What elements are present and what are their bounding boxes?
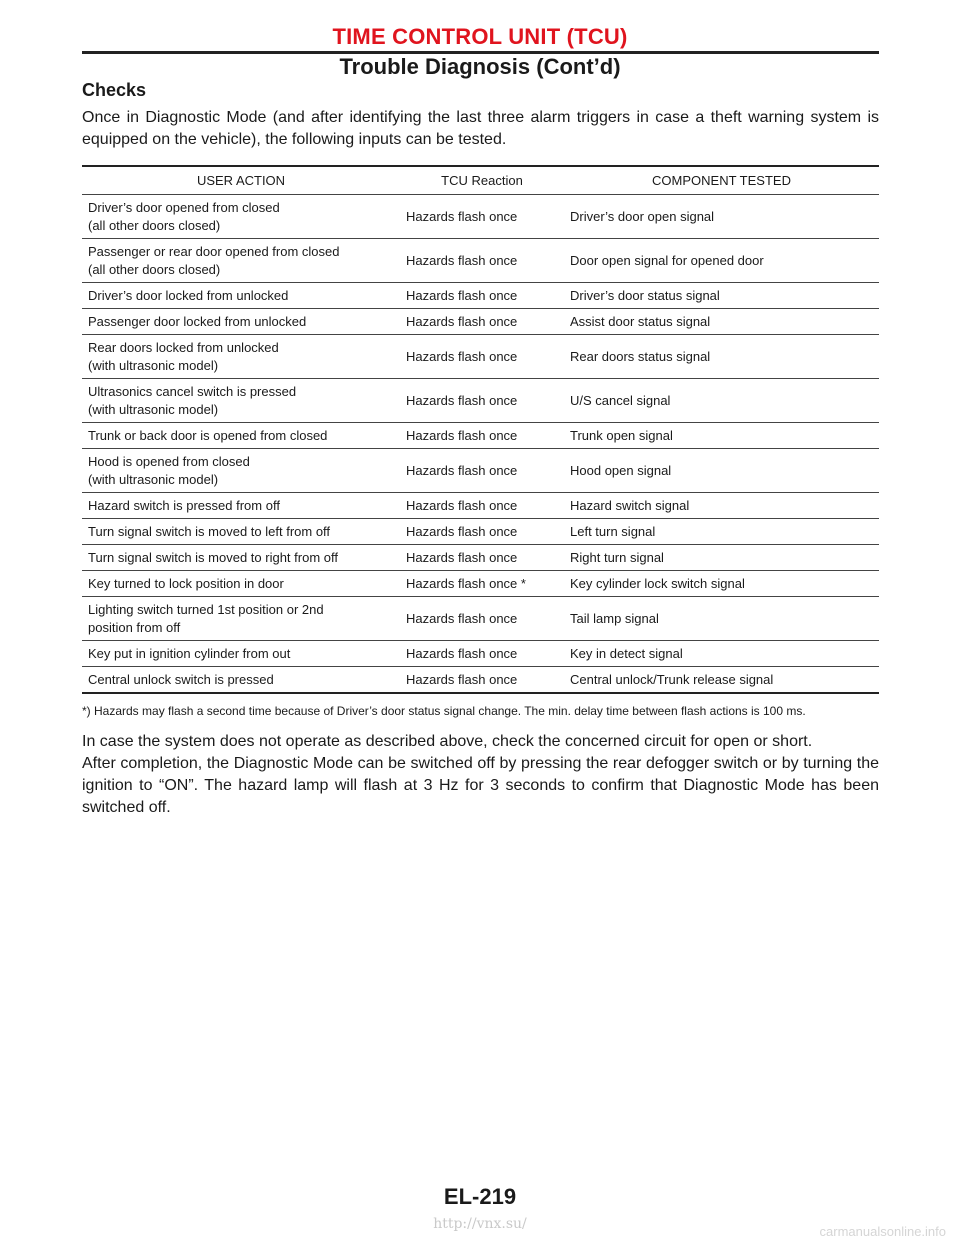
cell-tcu-reaction: Hazards flash once [400,449,564,493]
user-action-line: Passenger or rear door opened from closed [88,243,340,259]
table-row [82,545,879,571]
cell-tcu-reaction: Hazards flash once [400,545,564,571]
cell-user-action [82,519,400,545]
cell-component-tested: Assist door status signal [564,309,879,335]
table-row [82,449,879,493]
content [82,80,879,819]
cell-tcu-reaction: Hazards flash once [400,379,564,423]
table-row [82,239,879,283]
user-action-line: (with ultrasonic model) [88,357,219,373]
table-row [82,309,879,335]
cell-user-action [82,449,400,493]
cell-tcu-reaction: Hazards flash once * [400,571,564,597]
user-action-line: (with ultrasonic model) [88,401,219,417]
user-action-line: Central unlock switch is pressed [88,671,274,687]
cell-tcu-reaction: Hazards flash once [400,195,564,239]
table-row [82,379,879,423]
user-action-line: Lighting switch turned 1st position or 2nd [88,601,324,617]
user-action-line: Trunk or back door is opened from closed [88,427,328,443]
cell-tcu-reaction: Hazards flash once [400,335,564,379]
user-action-line: Driver’s door locked from unlocked [88,287,289,303]
cell-component-tested: Hood open signal [564,449,879,493]
footnote: *) Hazards may flash a second time because of Driver’s door status signal change. The min. delay time between flash actions is 100 ms. [82,704,806,718]
cell-tcu-reaction: Hazards flash once [400,283,564,309]
cell-tcu-reaction: Hazards flash once [400,423,564,449]
cell-user-action [82,335,400,379]
watermark: carmanualsonline.info [819,1224,946,1239]
cell-tcu-reaction: Hazards flash once [400,597,564,641]
cell-component-tested: Central unlock/Trunk release signal [564,667,879,694]
cell-component-tested: Key in detect signal [564,641,879,667]
user-action-line: Driver’s door opened from closed [88,199,280,215]
outro-paragraph [82,731,879,819]
cell-component-tested: Key cylinder lock switch signal [564,571,879,597]
checks-table [82,165,879,694]
cell-tcu-reaction: Hazards flash once [400,309,564,335]
column-header-component-tested: COMPONENT TESTED [564,166,879,195]
cell-component-tested: Rear doors status signal [564,335,879,379]
cell-user-action [82,309,400,335]
cell-tcu-reaction: Hazards flash once [400,641,564,667]
table-body [82,195,879,694]
user-action-line: (all other doors closed) [88,261,221,277]
cell-user-action [82,493,400,519]
cell-component-tested: Driver’s door open signal [564,195,879,239]
intro-paragraph: Once in Diagnostic Mode (and after identifying the last three alarm triggers in case a theft warning system is equipped on the vehicle), the following inputs can be tested. [82,109,879,148]
user-action-line: (all other doors closed) [88,217,221,233]
user-action-line: Rear doors locked from unlocked [88,339,279,355]
table-row [82,597,879,641]
table-row [82,195,879,239]
user-action-line: Turn signal switch is moved to left from off [88,523,331,539]
cell-component-tested: Driver’s door status signal [564,283,879,309]
cell-user-action [82,239,400,283]
user-action-line: Ultrasonics cancel switch is pressed [88,383,297,399]
column-header-tcu-reaction: TCU Reaction [400,166,564,195]
cell-user-action [82,667,400,694]
cell-component-tested: U/S cancel signal [564,379,879,423]
cell-component-tested: Trunk open signal [564,423,879,449]
cell-tcu-reaction: Hazards flash once [400,493,564,519]
table-row [82,667,879,694]
table-header-row [82,166,879,195]
cell-component-tested: Tail lamp signal [564,597,879,641]
user-action-line: position from off [88,619,181,635]
cell-user-action [82,379,400,423]
table-row [82,493,879,519]
cell-user-action [82,545,400,571]
user-action-line: (with ultrasonic model) [88,471,219,487]
cell-user-action [82,641,400,667]
cell-component-tested: Door open signal for opened door [564,239,879,283]
cell-component-tested: Left turn signal [564,519,879,545]
page-number: EL-219 [443,1184,517,1209]
user-action-line: Hazard switch is pressed from off [88,497,280,513]
page-header-subtitle: Trouble Diagnosis (Cont’d) [339,54,621,79]
cell-tcu-reaction: Hazards flash once [400,239,564,283]
section-heading: Checks [82,80,147,100]
table-row [82,641,879,667]
cell-user-action [82,571,400,597]
cell-user-action [82,195,400,239]
user-action-line: Hood is opened from closed [88,453,250,469]
table-row [82,519,879,545]
cell-user-action [82,597,400,641]
cell-component-tested: Right turn signal [564,545,879,571]
footer-url: http://vnx.su/ [433,1216,527,1232]
cell-tcu-reaction: Hazards flash once [400,519,564,545]
cell-component-tested: Hazard switch signal [564,493,879,519]
user-action-line: Key turned to lock position in door [88,575,284,591]
outro-line-1: In case the system does not operate as described above, check the concerned circuit for open or short. [82,733,813,750]
cell-user-action [82,423,400,449]
table-row [82,423,879,449]
page-header-title: TIME CONTROL UNIT (TCU) [332,24,628,49]
outro-line-2: After completion, the Diagnostic Mode can be switched off by pressing the rear defogger switch or by turning the ignition to “ON”. The hazard lamp will flash at 3 Hz for 3 seconds to confirm that Diagnostic Mode has been switched off. [82,755,879,816]
table-row [82,335,879,379]
table-row [82,571,879,597]
user-action-line: Turn signal switch is moved to right from off [88,549,338,565]
cell-user-action [82,283,400,309]
user-action-line: Key put in ignition cylinder from out [88,645,291,661]
column-header-user-action: USER ACTION [82,166,400,195]
user-action-line: Passenger door locked from unlocked [88,313,307,329]
cell-tcu-reaction: Hazards flash once [400,667,564,694]
table-row [82,283,879,309]
